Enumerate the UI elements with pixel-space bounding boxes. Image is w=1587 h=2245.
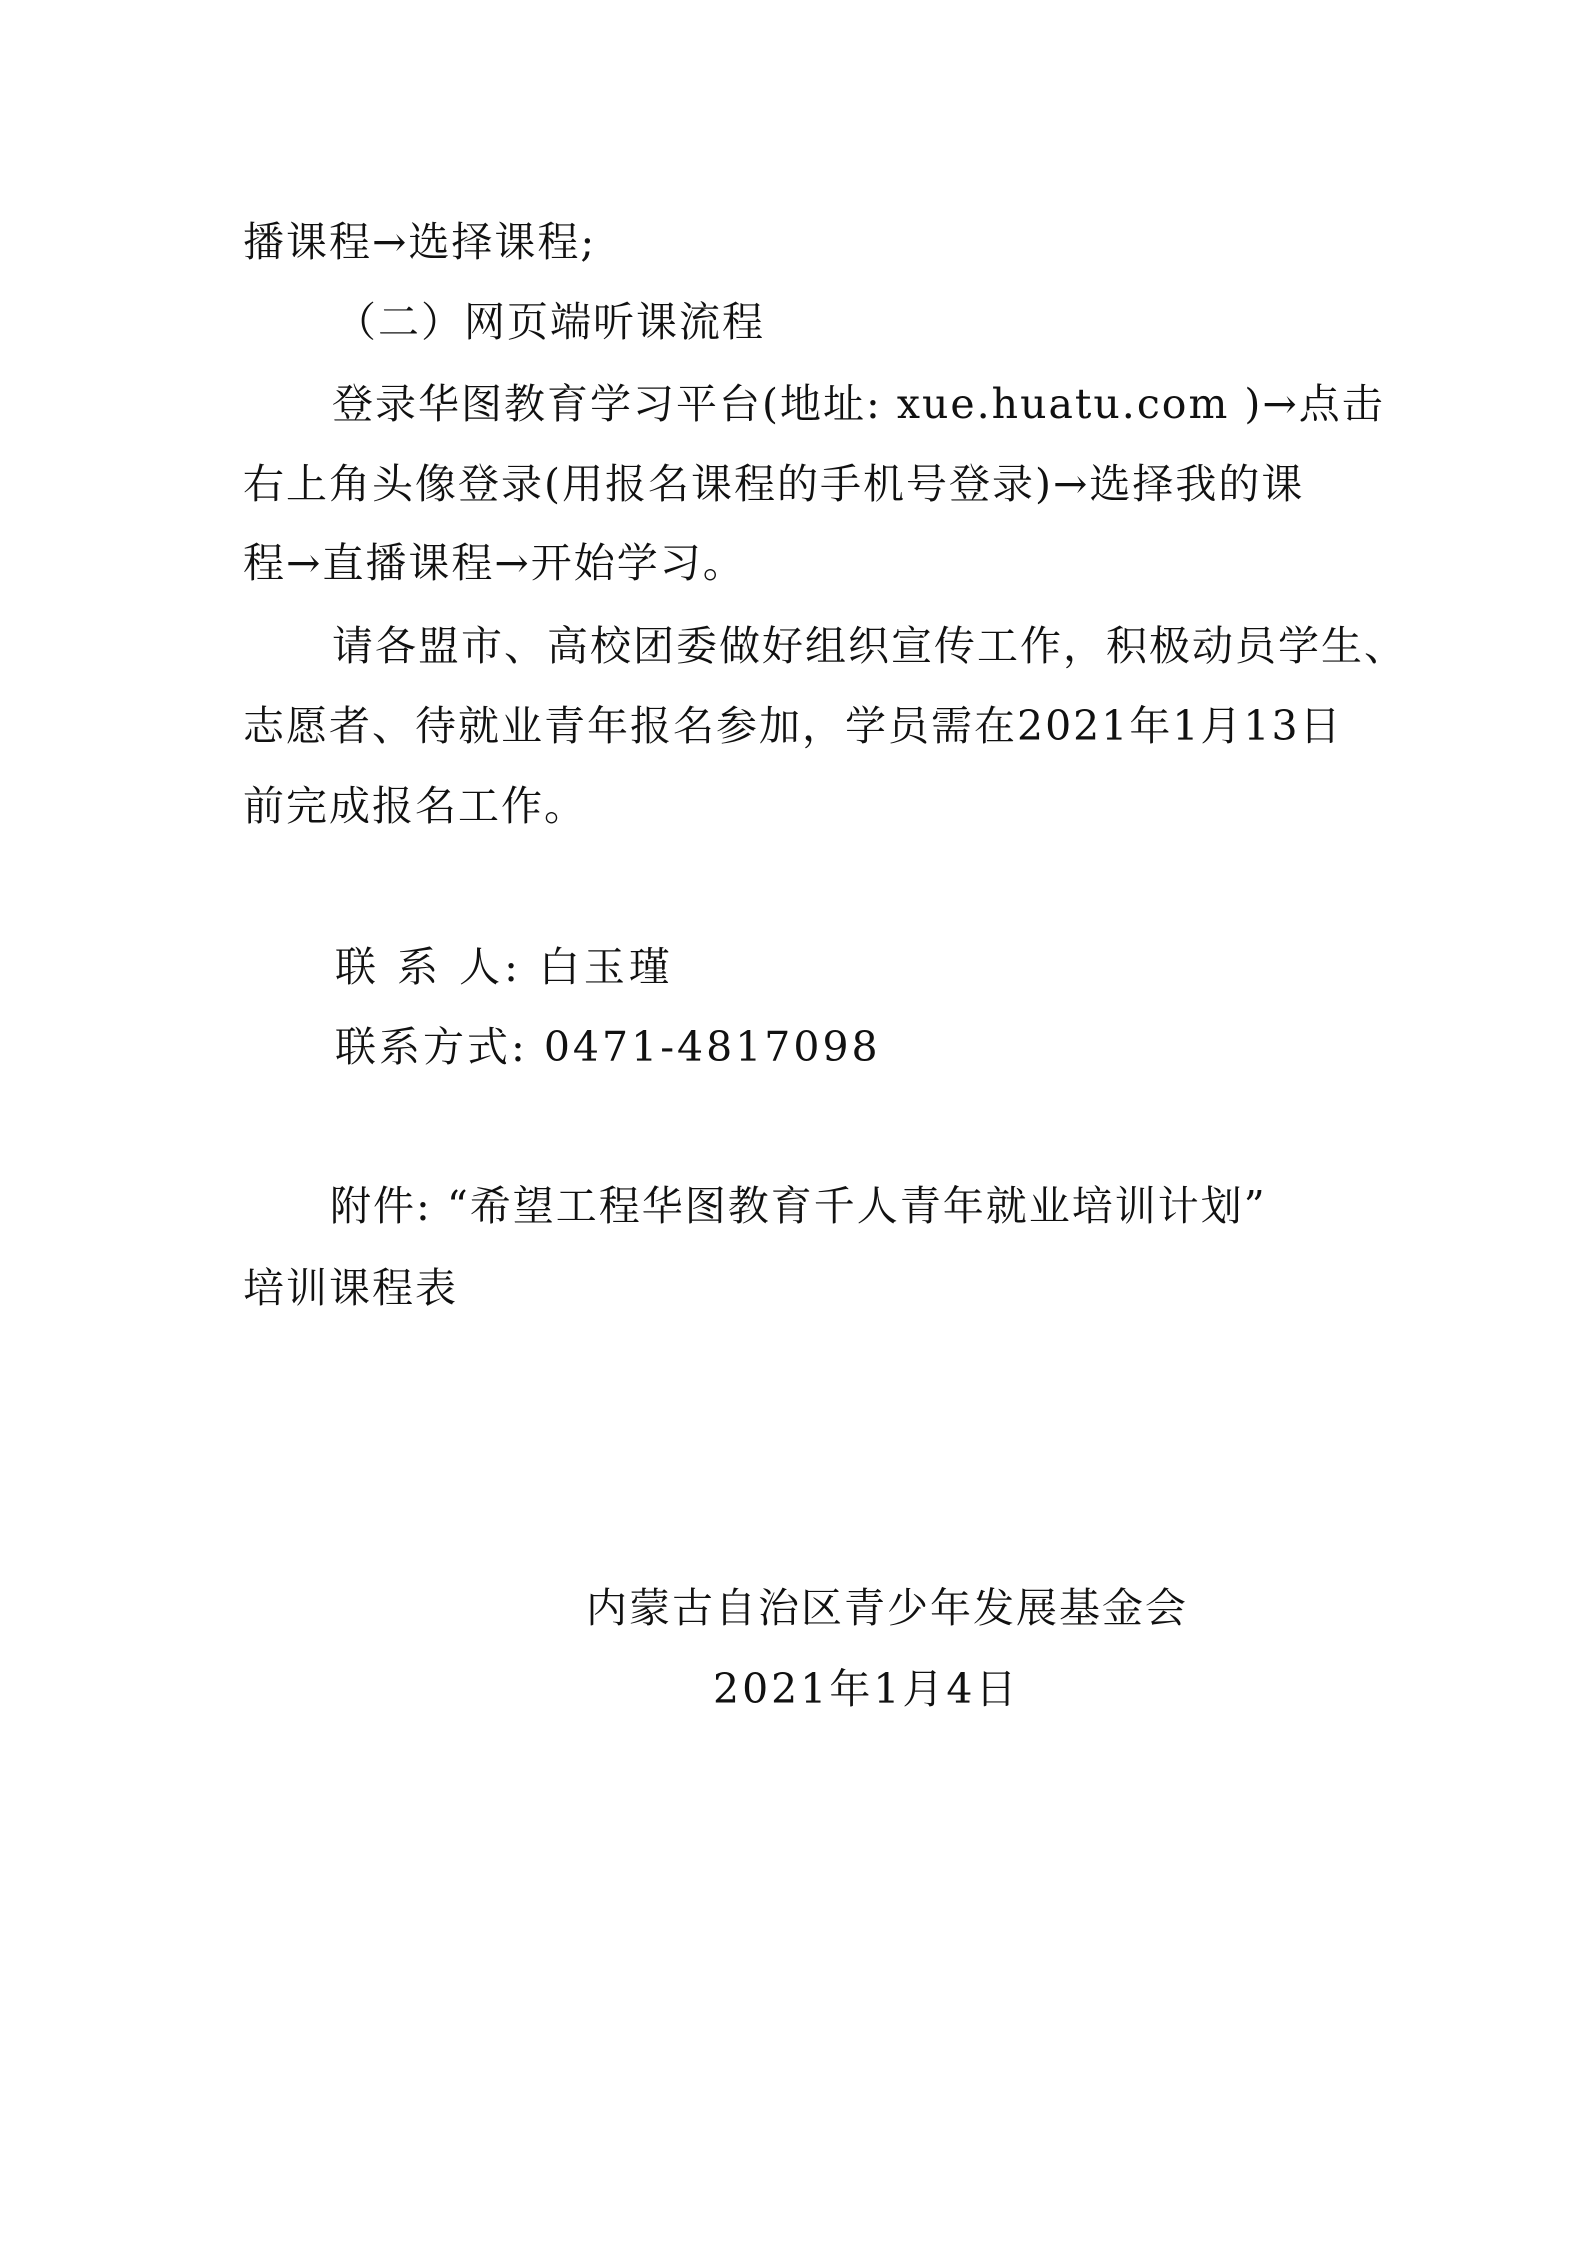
body-line-6: 请各盟市、高校团委做好组织宣传工作，积极动员学生、 [332, 622, 1407, 670]
body-line-7: 志愿者、待就业青年报名参加，学员需在2021年1月13日 [243, 702, 1343, 750]
body-line-1: 播课程→选择课程; [243, 218, 597, 266]
contact-person: 联 系 人: 白玉瑾 [335, 943, 674, 991]
signature-date: 2021年1月4日 [713, 1665, 1020, 1713]
contact-phone: 联系方式: 0471-4817098 [335, 1023, 881, 1071]
body-line-3: 登录华图教育学习平台(地址: xue.huatu.com )→点击 [332, 380, 1385, 428]
body-line-8: 前完成报名工作。 [243, 782, 587, 830]
attachment-line-2: 培训课程表 [243, 1264, 458, 1312]
attachment-line-1: 附件: “希望工程华图教育千人青年就业培训计划” [330, 1182, 1267, 1230]
body-line-4: 右上角头像登录(用报名课程的手机号登录)→选择我的课 [243, 460, 1305, 508]
section-heading: （二）网页端听课流程 [335, 298, 765, 346]
signature-organization: 内蒙古自治区青少年发展基金会 [586, 1584, 1188, 1632]
body-line-5: 程→直播课程→开始学习。 [243, 539, 746, 587]
